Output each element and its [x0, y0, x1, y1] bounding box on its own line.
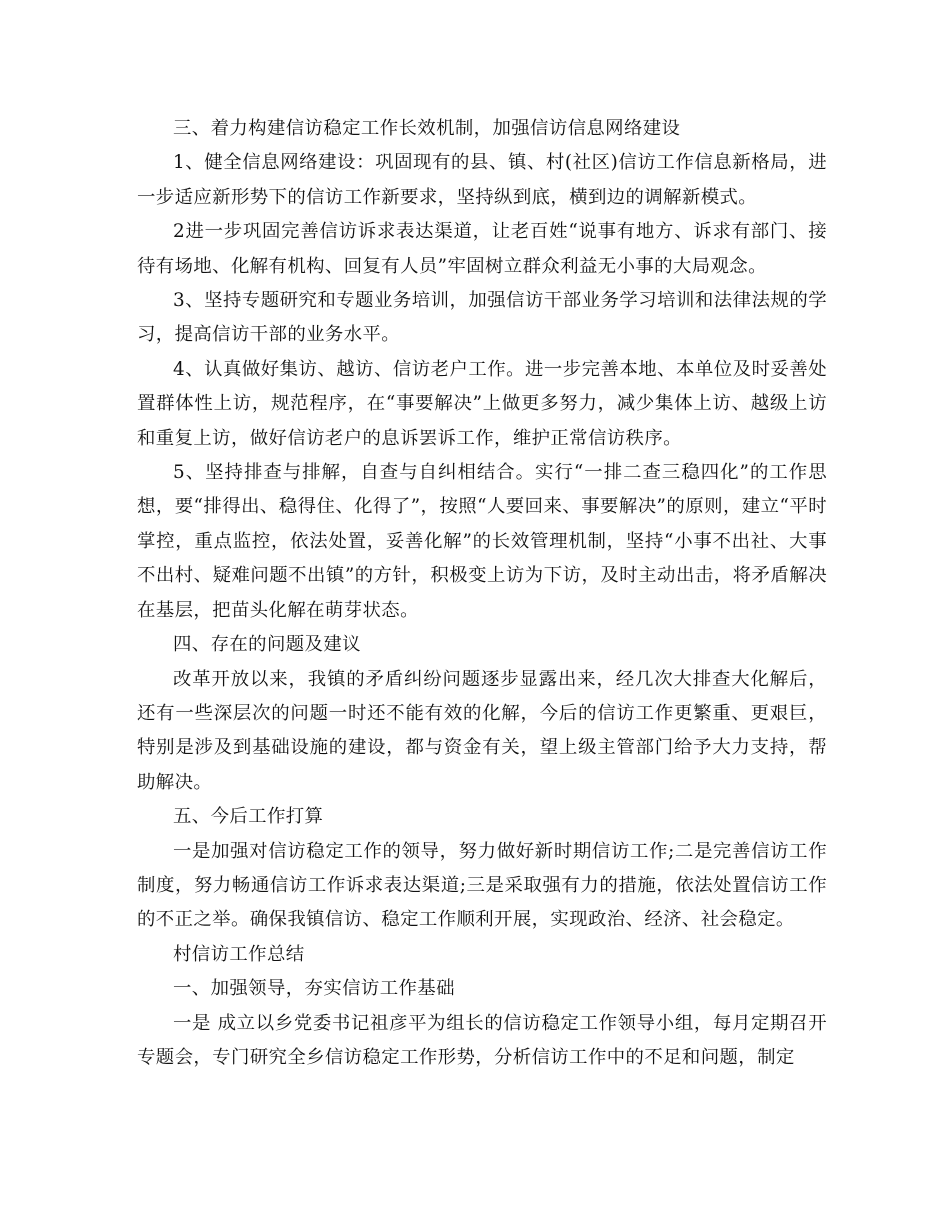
paragraph-item-3: 3、坚持专题研究和专题业务培训，加强信访干部业务学习培训和法律法规的学习，提高信访干部的业务水平。: [137, 290, 827, 346]
document-title-village: 村信访工作总结: [173, 943, 305, 965]
document-body: [137, 112, 827, 1075]
section-heading-1: 一、加强领导，夯实信访工作基础: [173, 978, 455, 1000]
paragraph-plans: 一是加强对信访稳定工作的领导，努力做好新时期信访工作;二是完善信访工作制度，努力畅通信访工作诉求表达渠道;三是采取强有力的措施，依法处置信访工作的不正之举。确保我镇信访、稳定工作顺利开展，实现政治、经济、社会稳定。: [137, 840, 827, 931]
section-heading-5: 五、今后工作打算: [173, 806, 324, 828]
paragraph-item-4: 4、认真做好集访、越访、信访老户工作。进一步完善本地、本单位及时妥善处置群体性上访，规范程序，在“事要解决”上做更多努力，减少集体上访、越级上访和重复上访，做好信访老户的息诉罢诉工作，维护正常信访秩序。: [137, 358, 827, 449]
paragraph-leadership: 一是 成立以乡党委书记祖彦平为组长的信访稳定工作领导小组，每月定期召开专题会，专门研究全乡信访稳定工作形势，分析信访工作中的不足和问题，制定: [137, 1012, 827, 1068]
paragraph-item-5: 5、坚持排查与排解，自查与自纠相结合。实行“一排二查三稳四化”的工作思想，要“排得出、稳得住、化得了”，按照“人要回来、事要解决”的原则，建立“平时掌控，重点监控，依法处置，妥善化解”的长效管理机制，坚持“小事不出社、大事不出村、疑难问题不出镇”的方针，积极变上访为下访，及时主动出击，将矛盾解决在基层，把苗头化解在萌芽状态。: [137, 462, 827, 621]
paragraph-item-1: 1、健全信息网络建设：巩固现有的县、镇、村(社区)信访工作信息新格局，进一步适应新形势下的信访工作新要求，坚持纵到底，横到边的调解新模式。: [137, 152, 827, 208]
paragraph-problems: 改革开放以来，我镇的矛盾纠纷问题逐步显露出来，经几次大排查大化解后，还有一些深层次的问题一时还不能有效的化解，今后的信访工作更繁重、更艰巨，特别是涉及到基础设施的建设，都与资金有关，望上级主管部门给予大力支持，帮助解决。: [137, 668, 827, 793]
section-heading-3: 三、着力构建信访稳定工作长效机制，加强信访信息网络建设: [173, 118, 681, 139]
section-heading-4: 四、存在的问题及建议: [173, 634, 361, 656]
paragraph-item-2: 2进一步巩固完善信访诉求表达渠道，让老百姓“说事有地方、诉求有部门、接待有场地、化解有机构、回复有人员”牢固树立群众利益无小事的大局观念。: [137, 221, 827, 277]
